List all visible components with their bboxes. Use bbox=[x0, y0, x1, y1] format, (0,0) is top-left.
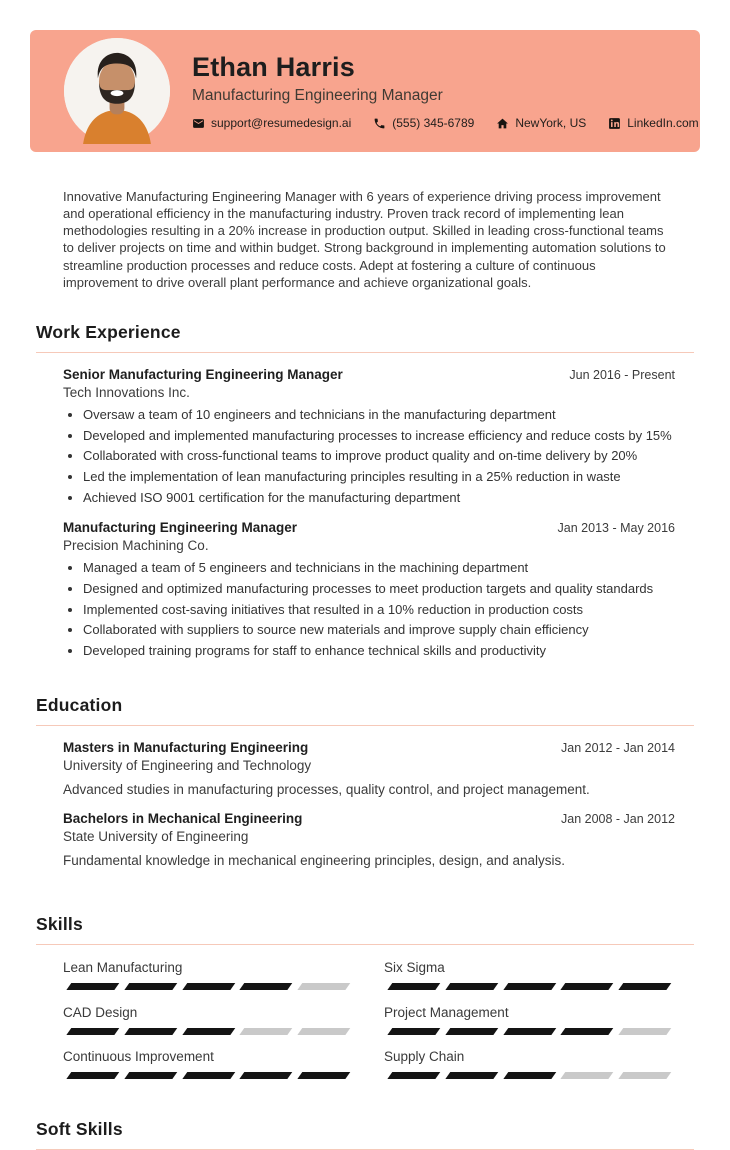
education-section bbox=[36, 695, 694, 868]
job-bullet-list bbox=[83, 407, 675, 506]
school-name: University of Engineering and Technology bbox=[63, 758, 312, 774]
skill-item bbox=[384, 1049, 675, 1079]
skill-bar-segment bbox=[619, 1072, 671, 1079]
skill-bar-segment bbox=[182, 983, 234, 990]
skill-bar-segment bbox=[619, 983, 671, 990]
home-icon bbox=[496, 117, 509, 130]
job-company: Tech Innovations Inc. bbox=[63, 384, 190, 400]
skills-grid bbox=[63, 960, 675, 1079]
work-experience-heading: Work Experience bbox=[36, 321, 181, 342]
skill-bar-segment bbox=[446, 983, 498, 990]
education-description: Fundamental knowledge in mechanical engineering principles, design, and analysis. bbox=[63, 853, 566, 869]
skills-section bbox=[36, 914, 694, 1079]
section-divider bbox=[36, 352, 694, 353]
contact-linkedin[interactable] bbox=[608, 116, 698, 130]
skill-bar-segment bbox=[240, 1072, 292, 1079]
section-divider bbox=[36, 725, 694, 726]
skill-bar-segment bbox=[298, 1028, 350, 1035]
summary-paragraph: Innovative Manufacturing Engineering Manager with 6 years of experience driving process improvement and operational efficiency in the manufacturing industry. Proven track record of implementing lean methodologies resulting in a 20% increase in production output. Skilled in leading cross-functional teams to deliver projects on time and within budget. Strong background in implementing automation solutions to streamline production processes and reduce costs. Adept at fostering a culture of continuous improvement to drive overall plant performance and achieve organizational goals. bbox=[63, 189, 666, 290]
profile-photo-illustration bbox=[64, 38, 170, 144]
skill-bar bbox=[384, 1028, 675, 1035]
linkedin-icon bbox=[608, 117, 621, 130]
phone-icon bbox=[373, 117, 386, 130]
job-bullet: • Developed training programs for staff to enhance technical skills and productivity bbox=[83, 643, 675, 659]
soft-skills-section bbox=[36, 1119, 694, 1150]
skill-bar-segment bbox=[388, 1072, 440, 1079]
candidate-name: Ethan Harris bbox=[192, 52, 355, 82]
contact-linkedin-text: LinkedIn.com bbox=[627, 116, 699, 130]
job-bullet-list bbox=[83, 560, 675, 659]
contact-location[interactable] bbox=[496, 116, 586, 130]
skill-bar-segment bbox=[67, 1072, 119, 1079]
skill-bar-segment bbox=[298, 1072, 350, 1079]
skill-item bbox=[384, 960, 675, 990]
soft-skills-heading: Soft Skills bbox=[36, 1118, 123, 1139]
skill-bar-segment bbox=[446, 1028, 498, 1035]
skill-bar-segment bbox=[561, 1072, 613, 1079]
skills-heading: Skills bbox=[36, 914, 83, 935]
job-entry bbox=[63, 367, 675, 506]
skill-bar-segment bbox=[182, 1072, 234, 1079]
skill-name: CAD Design bbox=[63, 1004, 138, 1020]
job-entry bbox=[63, 520, 675, 659]
contact-location-text: NewYork, US bbox=[515, 116, 587, 130]
job-dates: Jun 2016 - Present bbox=[569, 367, 675, 382]
skill-bar-segment bbox=[67, 983, 119, 990]
skill-bar-segment bbox=[182, 1028, 234, 1035]
skill-bar-segment bbox=[240, 983, 292, 990]
skill-bar-segment bbox=[619, 1028, 671, 1035]
candidate-title: Manufacturing Engineering Manager bbox=[192, 87, 443, 104]
skill-bar-segment bbox=[503, 983, 555, 990]
skill-bar-segment bbox=[67, 1028, 119, 1035]
skill-bar bbox=[63, 1028, 354, 1035]
school-name: State University of Engineering bbox=[63, 829, 249, 845]
skill-bar-segment bbox=[503, 1028, 555, 1035]
job-bullet: • Implemented cost-saving initiatives that resulted in a 10% reduction in production costs bbox=[83, 602, 675, 618]
job-bullet: • Collaborated with suppliers to source new materials and improve supply chain efficiency bbox=[83, 622, 675, 638]
job-dates: Jan 2013 - May 2016 bbox=[557, 521, 675, 536]
job-bullet: • Managed a team of 5 engineers and technicians in the machining department bbox=[83, 560, 675, 576]
skill-name: Lean Manufacturing bbox=[63, 960, 183, 976]
skill-bar-segment bbox=[125, 1072, 177, 1079]
contact-phone[interactable] bbox=[373, 116, 474, 130]
skill-item bbox=[384, 1005, 675, 1035]
contact-email[interactable] bbox=[192, 116, 351, 130]
contact-row bbox=[192, 116, 699, 130]
education-description: Advanced studies in manufacturing processes, quality control, and project management. bbox=[63, 782, 590, 798]
profile-photo bbox=[64, 38, 170, 144]
skill-bar bbox=[63, 1072, 354, 1079]
skill-bar-segment bbox=[388, 1028, 440, 1035]
job-bullet: • Achieved ISO 9001 certification for the manufacturing department bbox=[83, 490, 675, 506]
skill-bar bbox=[384, 1072, 675, 1079]
section-divider bbox=[36, 944, 694, 945]
job-bullet: • Developed and implemented manufacturing processes to increase efficiency and reduce costs by 15% bbox=[83, 428, 675, 444]
job-bullet: • Oversaw a team of 10 engineers and technicians in the manufacturing department bbox=[83, 407, 675, 423]
skill-item bbox=[63, 960, 354, 990]
degree-title: Masters in Manufacturing Engineering bbox=[63, 740, 309, 756]
skill-name: Six Sigma bbox=[384, 960, 445, 976]
skill-item bbox=[63, 1049, 354, 1079]
job-bullet: • Designed and optimized manufacturing processes to meet production targets and quality standards bbox=[83, 581, 675, 597]
job-bullet: • Led the implementation of lean manufacturing principles resulting in a 25% reduction in waste bbox=[83, 469, 675, 485]
job-company: Precision Machining Co. bbox=[63, 538, 209, 554]
job-title: Senior Manufacturing Engineering Manager bbox=[63, 366, 343, 382]
skill-bar-segment bbox=[298, 983, 350, 990]
job-bullet: • Collaborated with cross-functional teams to improve product quality and on-time delivery by 20% bbox=[83, 448, 675, 464]
skill-bar-segment bbox=[125, 983, 177, 990]
email-icon bbox=[192, 117, 205, 130]
skill-bar bbox=[63, 983, 354, 990]
education-dates: Jan 2008 - Jan 2012 bbox=[561, 812, 675, 827]
education-entry bbox=[63, 740, 675, 797]
contact-email-text: support@resumedesign.ai bbox=[211, 116, 352, 130]
skill-name: Supply Chain bbox=[384, 1049, 465, 1065]
skill-bar-segment bbox=[561, 1028, 613, 1035]
skill-bar-segment bbox=[561, 983, 613, 990]
education-entry bbox=[63, 811, 675, 868]
skill-item bbox=[63, 1005, 354, 1035]
resume-header bbox=[30, 30, 700, 152]
skill-bar-segment bbox=[388, 983, 440, 990]
skill-bar-segment bbox=[446, 1072, 498, 1079]
skill-bar bbox=[384, 983, 675, 990]
education-dates: Jan 2012 - Jan 2014 bbox=[561, 741, 675, 756]
skill-bar-segment bbox=[125, 1028, 177, 1035]
skill-bar-segment bbox=[240, 1028, 292, 1035]
skill-name: Continuous Improvement bbox=[63, 1049, 214, 1065]
skill-bar-segment bbox=[503, 1072, 555, 1079]
education-heading: Education bbox=[36, 695, 123, 716]
skill-name: Project Management bbox=[384, 1004, 509, 1020]
work-experience-section bbox=[36, 322, 694, 660]
contact-phone-text: (555) 345-6789 bbox=[392, 116, 475, 130]
degree-title: Bachelors in Mechanical Engineering bbox=[63, 811, 303, 827]
job-title: Manufacturing Engineering Manager bbox=[63, 520, 298, 536]
